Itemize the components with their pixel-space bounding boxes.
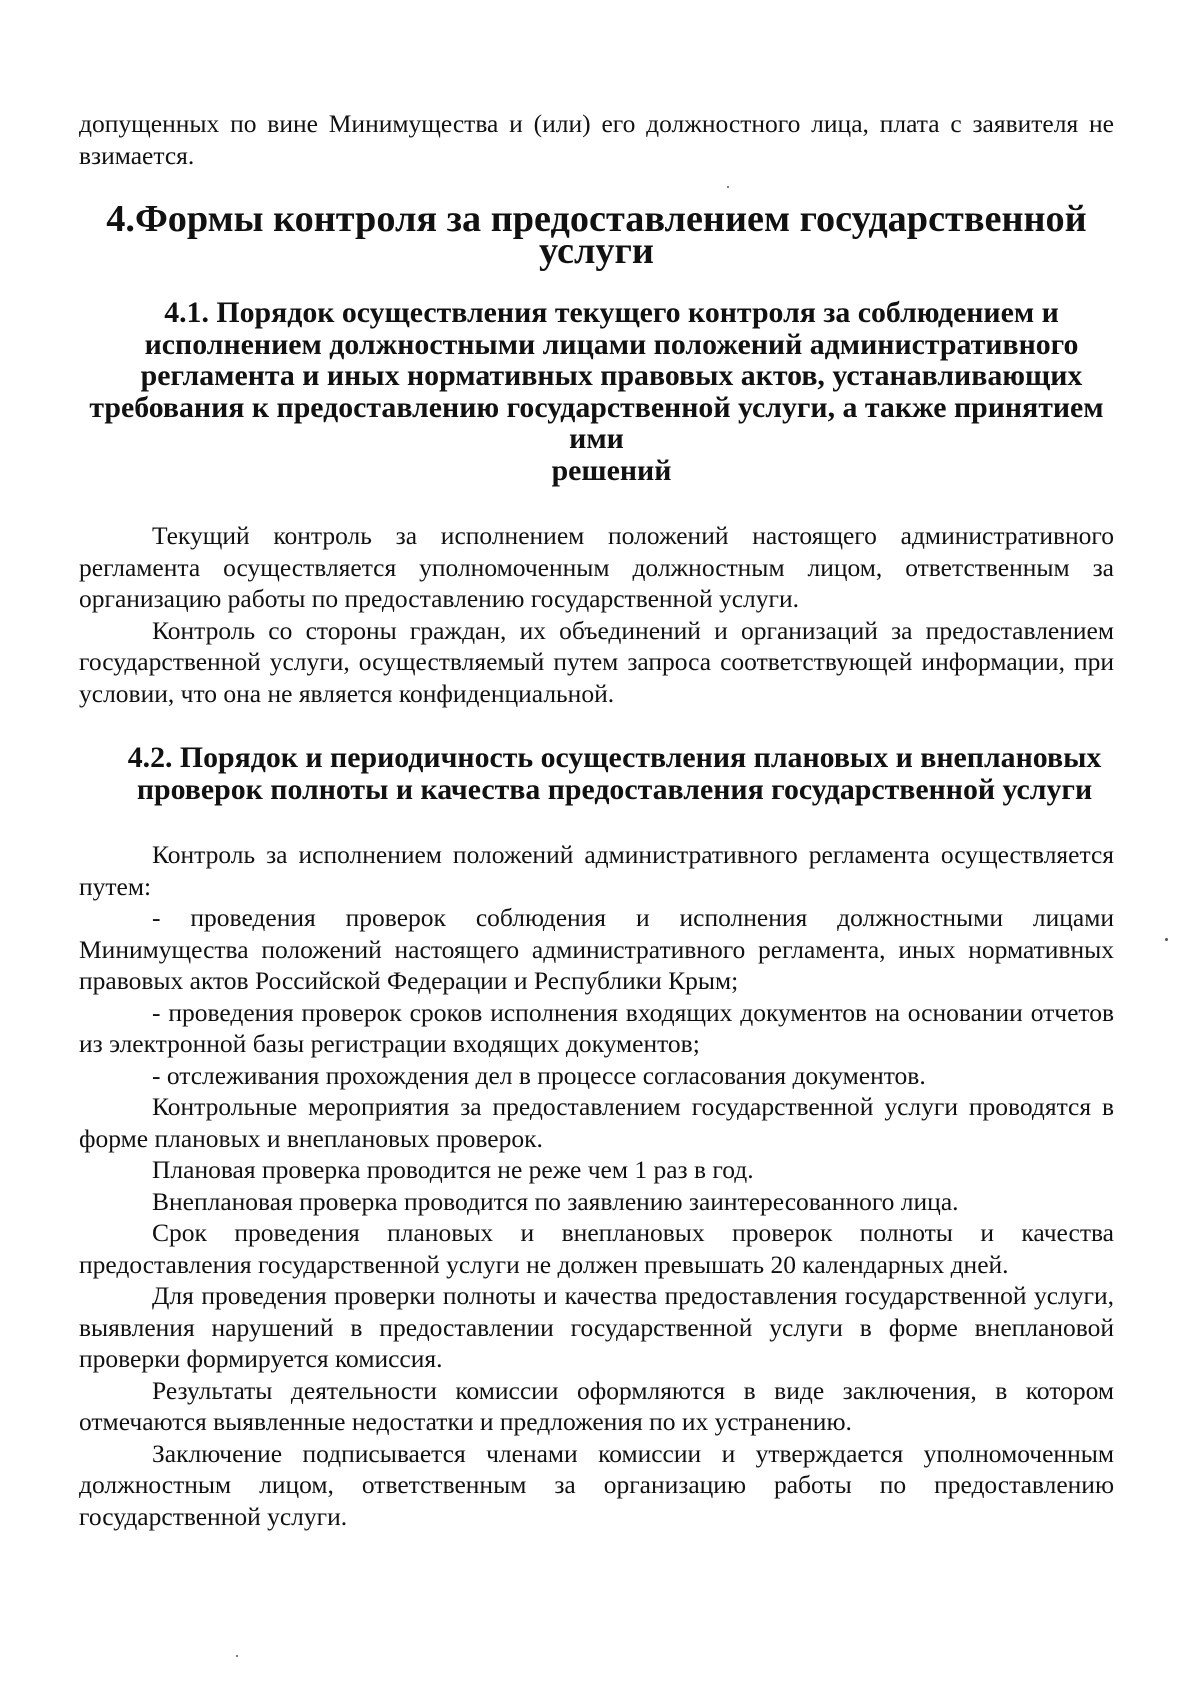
- paragraph: Текущий контроль за исполнением положений настоящего административного регламента осуществляется уполномоченным должностным лицом, ответственным за организацию работы по предоставлению государственной услуги.: [79, 521, 1114, 613]
- paragraph: Контроль со стороны граждан, их объединений и организаций за предоставлением государственной услуги, осуществляемый путем запроса соответствующей информации, при условии, что она не является конфиденциальной.: [79, 615, 1114, 708]
- section-4-2-body: [79, 839, 1114, 1532]
- section-4-1-title-line: регламента и иных нормативных правовых актов, устанавливающих: [140, 359, 1083, 392]
- section-4-2-title-line: 4.2. Порядок и периодичность осуществления плановых и внеплановых: [127, 741, 1102, 774]
- paragraph: Для проведения проверки полноты и качества предоставления государственной услуги, выявления нарушений в предоставлении государственной услуги в форме внеплановой проверки формируется комиссия.: [79, 1281, 1114, 1373]
- section-4-1-title-line: исполнением должностными лицами положений административного: [144, 327, 1079, 361]
- list-item: - проведения проверок соблюдения и исполнения должностными лицами Минимущества положений настоящего административного регламента, иных нормативных правовых актов Российской Федерации и Республики Крым;: [79, 903, 1114, 995]
- section-4-2-title: [79, 742, 1114, 805]
- paragraph: Внеплановая проверка проводится по заявлению заинтересованного лица.: [152, 1186, 959, 1216]
- section-4-1-title-line: решений: [551, 453, 672, 487]
- section-4-1-body: [79, 520, 1114, 709]
- section-4-1-title: [79, 297, 1114, 486]
- section-4-title: 4.Формы контроля за предоставлением государственной услуги: [106, 198, 1087, 272]
- section-4-1-title-line: 4.1. Порядок осуществления текущего контроля за соблюдением и: [164, 296, 1059, 329]
- section-4-2-title-line: проверок полноты и качества предоставления государственной услуги: [136, 772, 1093, 806]
- list-item: - отслеживания прохождения дел в процессе согласования документов.: [152, 1060, 926, 1090]
- intro-paragraph: допущенных по вине Минимущества и (или) его должностного лица, плата с заявителя не взимается.: [79, 109, 1114, 170]
- section-4-1-title-line: требования к предоставлению государственной услуги, а также принятием ими: [89, 390, 1104, 455]
- paragraph: Контроль за исполнением положений административного регламента осуществляется путем:: [79, 840, 1114, 901]
- paragraph: Результаты деятельности комиссии оформляются в виде заключения, в котором отмечаются выявленные недостатки и предложения по их устранению.: [79, 1375, 1114, 1436]
- paragraph: Заключение подписывается членами комиссии и утверждается уполномоченным должностным лицом, ответственным за организацию работы по предоставлению государственной услуги.: [79, 1438, 1114, 1531]
- scan-speck: [236, 1655, 238, 1657]
- scan-speck: [1165, 938, 1168, 941]
- paragraph: Срок проведения плановых и внеплановых проверок полноты и качества предоставления государственной услуги не должен превышать 20 календарных дней.: [79, 1218, 1114, 1279]
- paragraph: Плановая проверка проводится не реже чем 1 раз в год.: [152, 1155, 754, 1184]
- paragraph: Контрольные мероприятия за предоставлением государственной услуги проводятся в форме плановых и внеплановых проверок.: [79, 1092, 1114, 1153]
- list-item: - проведения проверок сроков исполнения входящих документов на основании отчетов из электронной базы регистрации входящих документов;: [79, 997, 1114, 1058]
- document-body: [79, 108, 1114, 1532]
